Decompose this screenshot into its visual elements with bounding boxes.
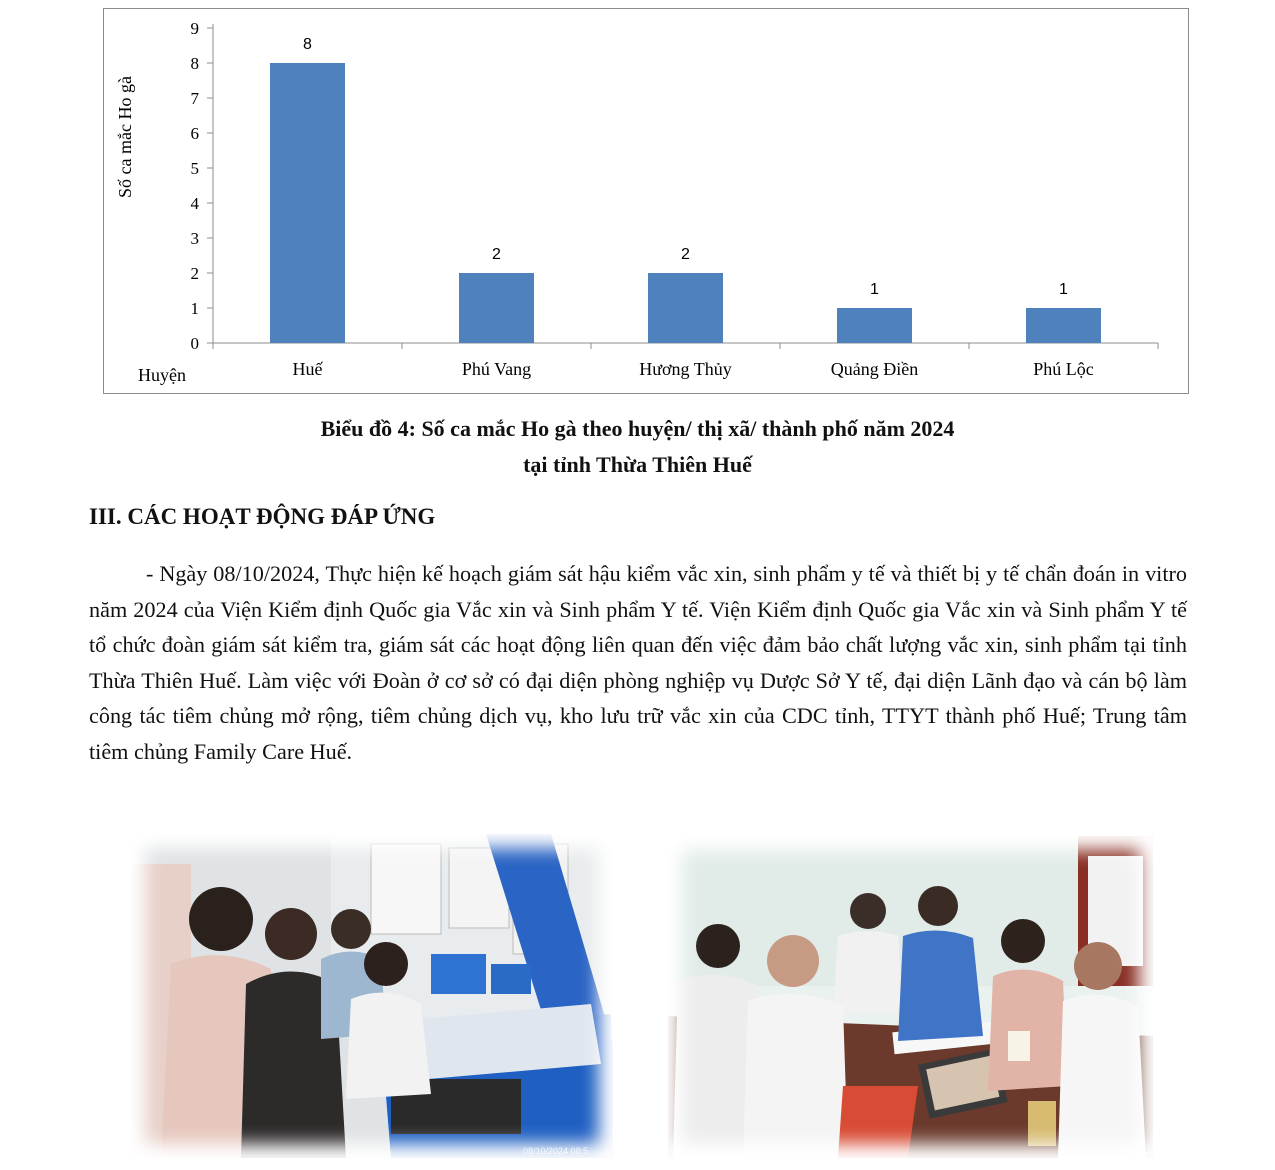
bar bbox=[837, 308, 912, 343]
x-tick-label: Phú Vang bbox=[461, 359, 532, 379]
chart-caption-line-2: tại tỉnh Thừa Thiên Huế bbox=[523, 452, 752, 477]
bar-value-label: 2 bbox=[681, 246, 690, 263]
y-tick-label: 8 bbox=[190, 54, 199, 73]
bar-value-label: 2 bbox=[492, 246, 501, 263]
y-tick-label: 7 bbox=[190, 89, 199, 108]
y-axis-title: Số ca mắc Ho gà bbox=[115, 76, 135, 198]
y-tick-label: 2 bbox=[190, 264, 199, 283]
body-paragraph: - Ngày 08/10/2024, Thực hiện kế hoạch giám sát hậu kiểm vắc xin, sinh phẩm y tế và thiết bị y tế chẩn đoán in vitro năm 2024 của Viện Kiểm định Quốc gia Vắc xin và Sinh phẩm Y tế. Viện Kiểm định Quốc gia Vắc xin và Sinh phẩm Y tế tổ chức đoàn giám sát kiểm tra, giám sát các hoạt động liên quan đến việc đảm bảo chất lượng vắc xin, sinh phẩm tại tỉnh Thừa Thiên Huế. Làm việc với Đoàn ở cơ sở có đại diện phòng nghiệp vụ Dược Sở Y tế, đại diện Lãnh đạo và cán bộ làm công tác tiêm chủng mở rộng, tiêm chủng dịch vụ, kho lưu trữ vắc xin của CDC tỉnh, TTYT thành phố Huế; Trung tâm tiêm chủng Family Care Huế. bbox=[89, 561, 1187, 764]
x-tick-label: Phú Lộc bbox=[1033, 359, 1094, 379]
bar bbox=[648, 273, 723, 343]
bar-value-label: 8 bbox=[303, 36, 312, 53]
x-tick-label: Hương Thủy bbox=[639, 359, 732, 379]
bar-value-label: 1 bbox=[870, 281, 879, 298]
y-tick-label: 1 bbox=[190, 299, 199, 318]
chart-caption-line-1: Biểu đồ 4: Số ca mắc Ho gà theo huyện/ thị xã/ thành phố năm 2024 bbox=[320, 416, 955, 441]
x-tick-label: Huế bbox=[292, 359, 323, 379]
x-axis-title: Huyện bbox=[138, 365, 186, 385]
bar bbox=[1026, 308, 1101, 343]
photo-vaccine-freezer-inspection bbox=[131, 834, 613, 1158]
bar bbox=[459, 273, 534, 343]
bar-value-label: 1 bbox=[1059, 281, 1068, 298]
chart-canvas bbox=[104, 9, 1190, 395]
section-heading: III. CÁC HOẠT ĐỘNG ĐÁP ỨNG bbox=[89, 504, 436, 529]
photo-meeting bbox=[668, 836, 1153, 1158]
photo-timestamp: 08/10/2024 08:5 bbox=[523, 1146, 589, 1156]
y-tick-label: 0 bbox=[190, 334, 199, 353]
y-tick-label: 9 bbox=[190, 19, 199, 38]
x-tick-label: Quảng Điền bbox=[830, 359, 919, 379]
y-tick-label: 3 bbox=[190, 229, 199, 248]
bar-chart bbox=[103, 8, 1189, 394]
y-tick-label: 5 bbox=[190, 159, 199, 178]
y-tick-label: 6 bbox=[190, 124, 199, 143]
bar bbox=[270, 63, 345, 343]
y-tick-label: 4 bbox=[190, 194, 199, 213]
